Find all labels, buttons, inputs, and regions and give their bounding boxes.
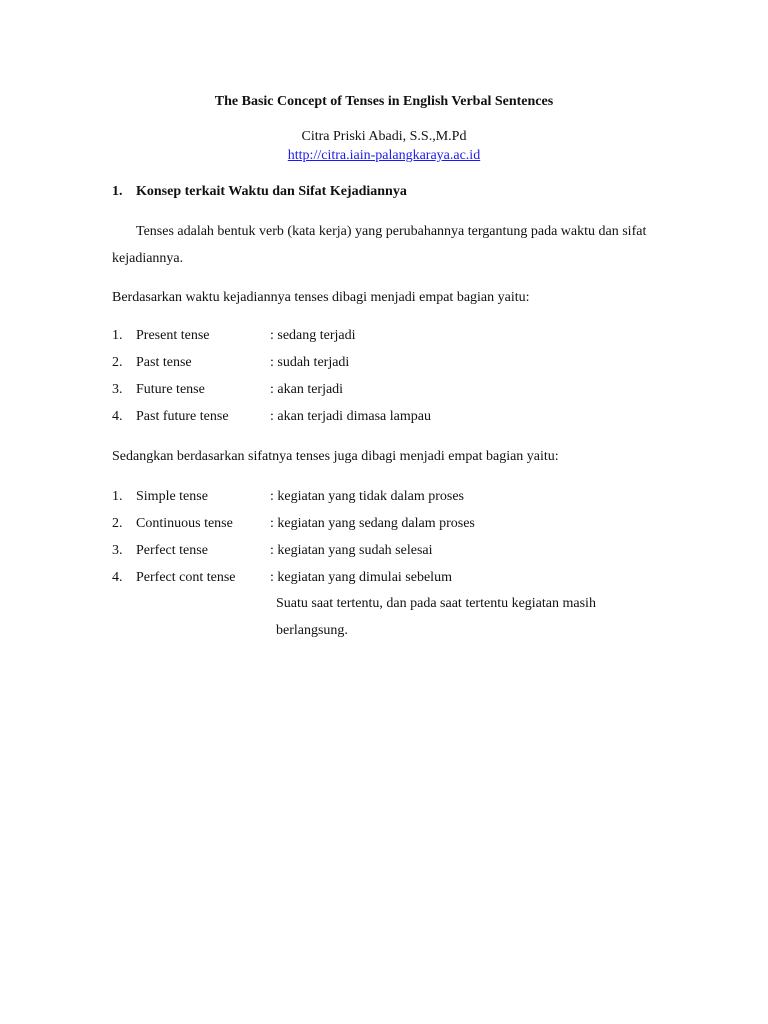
list-number: 4. <box>112 570 123 585</box>
list-item <box>112 376 672 403</box>
list-description: : kegiatan yang sedang dalam proses <box>270 516 475 531</box>
list-number: 1. <box>112 328 123 343</box>
list-item <box>112 349 672 376</box>
list-number: 3. <box>112 382 123 397</box>
list-description: : sedang terjadi <box>270 328 356 343</box>
time-tense-list <box>112 322 672 430</box>
list-item <box>112 483 672 510</box>
list-description: : sudah terjadi <box>270 355 350 370</box>
list-continuation-text: Suatu saat tertentu, dan pada saat tertentu kegiatan masih berlangsung. <box>276 596 596 638</box>
list-number: 2. <box>112 516 123 531</box>
document-title: The Basic Concept of Tenses in English Verbal Sentences <box>214 94 554 109</box>
list-item <box>112 403 672 430</box>
list-term: Future tense <box>136 382 205 397</box>
list-term: Past tense <box>136 355 192 370</box>
list-item <box>112 510 672 537</box>
list-item <box>112 322 672 349</box>
list-item <box>112 537 672 564</box>
time-intro-paragraph: Berdasarkan waktu kejadiannya tenses dibagi menjadi empat bagian yaitu: <box>112 290 530 305</box>
list-term: Continuous tense <box>136 516 233 531</box>
section-heading <box>112 183 407 201</box>
section-number: 1. <box>112 184 123 199</box>
list-number: 3. <box>112 543 123 558</box>
author-name: Citra Priski Abadi, S.S.,M.Pd <box>301 129 467 144</box>
list-term: Simple tense <box>136 489 208 504</box>
list-item <box>112 564 672 591</box>
list-description: : kegiatan yang dimulai sebelum <box>270 570 452 585</box>
list-number: 2. <box>112 355 123 370</box>
list-term: Present tense <box>136 328 210 343</box>
list-description: : akan terjadi dimasa lampau <box>270 409 431 424</box>
list-term: Perfect tense <box>136 543 208 558</box>
nature-intro-paragraph: Sedangkan berdasarkan sifatnya tenses juga dibagi menjadi empat bagian yaitu: <box>112 449 559 464</box>
section-heading-text: Konsep terkait Waktu dan Sifat Kejadiannya <box>136 184 407 199</box>
author-website-link[interactable]: http://citra.iain-palangkaraya.ac.id <box>287 148 481 163</box>
list-description: : kegiatan yang sudah selesai <box>270 543 433 558</box>
author-link-line <box>0 147 768 165</box>
list-number: 1. <box>112 489 123 504</box>
list-description: : kegiatan yang tidak dalam proses <box>270 489 464 504</box>
list-number: 4. <box>112 409 123 424</box>
list-term: Perfect cont tense <box>136 570 236 585</box>
intro-paragraph: Tenses adalah bentuk verb (kata kerja) yang perubahannya tergantung pada waktu dan sifat kejadiannya. <box>112 224 647 266</box>
nature-tense-list <box>112 483 672 591</box>
list-term: Past future tense <box>136 409 229 424</box>
list-description: : akan terjadi <box>270 382 344 397</box>
